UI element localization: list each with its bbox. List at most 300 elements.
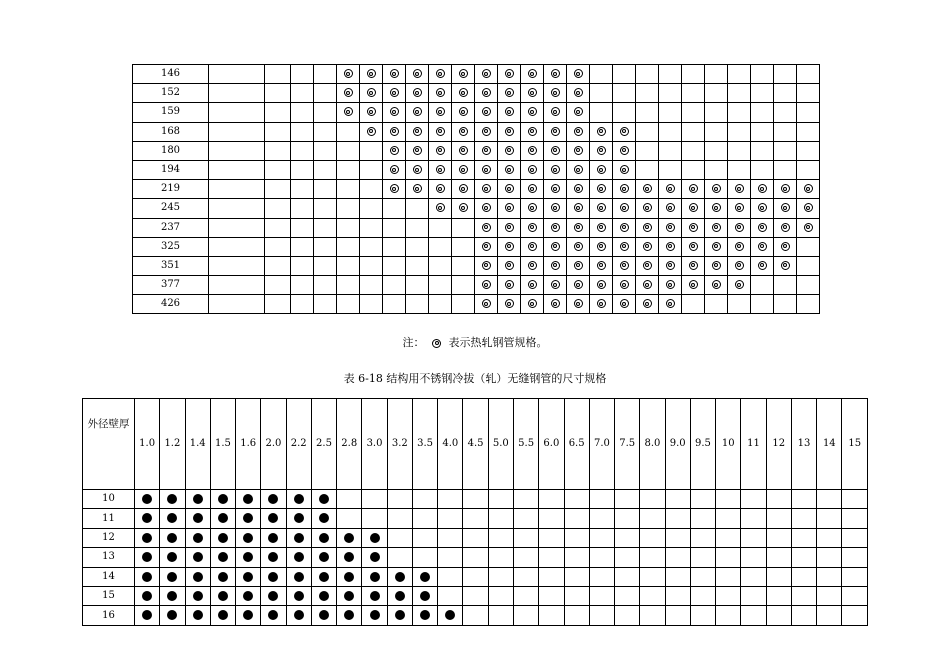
spec-cell — [797, 65, 820, 84]
double-circle-icon — [344, 69, 353, 78]
spec-cell — [774, 103, 797, 122]
spec-cell — [452, 295, 475, 314]
spec-cell — [539, 606, 564, 625]
blank-cell — [209, 160, 265, 179]
spec-cell — [429, 256, 452, 275]
spec-cell — [567, 180, 590, 199]
table-row — [133, 141, 820, 160]
spec-cell — [406, 103, 429, 122]
spec-cell — [590, 237, 613, 256]
spec-cell — [261, 509, 286, 528]
double-circle-icon — [735, 280, 744, 289]
spec-cell — [337, 548, 362, 567]
spec-cell — [682, 160, 705, 179]
filled-circle-icon — [294, 494, 304, 504]
spec-cell — [613, 237, 636, 256]
double-circle-icon — [413, 127, 422, 136]
double-circle-icon — [597, 203, 606, 212]
spec-cell — [791, 509, 816, 528]
wall-thickness-header: 11 — [741, 399, 766, 490]
spec-cell — [452, 65, 475, 84]
spec-cell — [236, 528, 261, 547]
spec-cell — [682, 84, 705, 103]
filled-circle-icon — [243, 610, 253, 620]
double-circle-icon — [666, 299, 675, 308]
blank-cell — [209, 295, 265, 314]
double-circle-icon — [413, 88, 422, 97]
double-circle-icon — [597, 261, 606, 270]
table-row — [133, 103, 820, 122]
spec-cell — [842, 586, 868, 605]
spec-cell — [590, 65, 613, 84]
double-circle-icon — [482, 242, 491, 251]
table-row — [133, 160, 820, 179]
filled-circle-icon — [167, 513, 177, 523]
spec-cell — [682, 65, 705, 84]
double-circle-icon — [712, 223, 721, 232]
spec-cell — [817, 548, 842, 567]
spec-cell — [791, 586, 816, 605]
double-circle-icon — [436, 165, 445, 174]
spec-cell — [406, 122, 429, 141]
spec-cell — [797, 122, 820, 141]
spec-cell — [337, 103, 360, 122]
spec-cell — [387, 528, 412, 547]
double-circle-icon — [482, 299, 491, 308]
spec-cell — [539, 490, 564, 509]
filled-circle-icon — [319, 610, 329, 620]
spec-cell — [261, 606, 286, 625]
spec-cell — [659, 65, 682, 84]
spec-cell — [498, 180, 521, 199]
spec-cell — [659, 237, 682, 256]
filled-circle-icon — [268, 494, 278, 504]
spec-cell — [362, 528, 387, 547]
spec-cell — [185, 567, 210, 586]
double-circle-icon — [505, 127, 514, 136]
spec-cell — [185, 509, 210, 528]
spec-cell — [797, 218, 820, 237]
spec-cell — [766, 509, 791, 528]
spec-cell — [751, 141, 774, 160]
double-circle-icon — [781, 203, 790, 212]
spec-cell — [475, 276, 498, 295]
spec-cell — [337, 490, 362, 509]
double-circle-icon — [597, 165, 606, 174]
spec-cell — [438, 528, 463, 547]
spec-cell — [716, 567, 741, 586]
spec-cell — [337, 237, 360, 256]
spec-cell — [383, 84, 406, 103]
spec-cell — [636, 180, 659, 199]
filled-circle-icon — [319, 513, 329, 523]
spec-cell — [160, 490, 185, 509]
double-circle-icon — [551, 280, 560, 289]
filled-circle-icon — [142, 572, 152, 582]
spec-cell — [286, 606, 311, 625]
double-circle-icon — [505, 280, 514, 289]
spec-cell — [463, 490, 488, 509]
double-circle-icon — [459, 127, 468, 136]
spec-cell — [590, 180, 613, 199]
spec-cell — [774, 141, 797, 160]
double-circle-icon — [459, 88, 468, 97]
spec-cell — [452, 84, 475, 103]
spec-cell — [265, 141, 291, 160]
spec-cell — [797, 84, 820, 103]
spec-cell — [741, 586, 766, 605]
double-circle-icon — [574, 203, 583, 212]
spec-cell — [640, 567, 665, 586]
filled-circle-icon — [142, 591, 152, 601]
spec-cell — [774, 237, 797, 256]
spec-cell — [842, 490, 868, 509]
wall-thickness-header: 5.5 — [513, 399, 538, 490]
filled-circle-icon — [370, 533, 380, 543]
double-circle-icon — [432, 339, 441, 348]
spec-cell — [682, 295, 705, 314]
spec-cell — [774, 295, 797, 314]
spec-cell — [488, 567, 513, 586]
spec-cell — [567, 160, 590, 179]
double-circle-icon — [551, 242, 560, 251]
spec-cell — [498, 141, 521, 160]
double-circle-icon — [436, 184, 445, 193]
wall-thickness-header: 2.5 — [311, 399, 336, 490]
spec-cell — [567, 103, 590, 122]
spec-cell — [438, 567, 463, 586]
double-circle-icon — [482, 69, 491, 78]
spec-cell — [728, 256, 751, 275]
spec-cell — [314, 276, 337, 295]
spec-cell — [659, 141, 682, 160]
spec-cell — [498, 122, 521, 141]
spec-cell — [452, 276, 475, 295]
double-circle-icon — [459, 203, 468, 212]
double-circle-icon — [413, 146, 422, 155]
spec-cell — [475, 65, 498, 84]
double-circle-icon — [689, 261, 698, 270]
double-circle-icon — [551, 127, 560, 136]
filled-circle-icon — [243, 513, 253, 523]
spec-cell — [636, 295, 659, 314]
spec-cell — [842, 548, 868, 567]
filled-circle-icon — [142, 513, 152, 523]
spec-cell — [539, 586, 564, 605]
spec-cell — [615, 548, 640, 567]
spec-cell — [498, 256, 521, 275]
double-circle-icon — [666, 184, 675, 193]
spec-cell — [286, 490, 311, 509]
double-circle-icon — [505, 69, 514, 78]
spec-cell — [690, 490, 715, 509]
spec-cell — [236, 606, 261, 625]
spec-cell — [429, 160, 452, 179]
spec-cell — [589, 509, 614, 528]
spec-cell — [412, 606, 437, 625]
double-circle-icon — [482, 165, 491, 174]
filled-circle-icon — [344, 591, 354, 601]
spec-cell — [567, 84, 590, 103]
spec-cell — [360, 103, 383, 122]
spec-cell — [751, 180, 774, 199]
double-circle-icon — [735, 203, 744, 212]
blank-cell — [209, 103, 265, 122]
spec-cell — [498, 295, 521, 314]
outer-diameter-cell: 377 — [133, 276, 209, 295]
spec-cell — [429, 199, 452, 218]
spec-cell — [362, 490, 387, 509]
spec-cell — [741, 490, 766, 509]
spec-cell — [521, 141, 544, 160]
wall-thickness-header: 2.2 — [286, 399, 311, 490]
blank-cell — [209, 218, 265, 237]
filled-circle-icon — [319, 552, 329, 562]
spec-cell — [716, 509, 741, 528]
spec-cell — [539, 567, 564, 586]
double-circle-icon — [482, 261, 491, 270]
spec-cell — [311, 528, 336, 547]
spec-cell — [406, 276, 429, 295]
spec-cell — [728, 84, 751, 103]
spec-cell — [429, 141, 452, 160]
filled-circle-icon — [243, 533, 253, 543]
spec-cell — [383, 199, 406, 218]
spec-cell — [210, 586, 235, 605]
double-circle-icon — [390, 146, 399, 155]
spec-cell — [636, 256, 659, 275]
hot-rolled-spec-table — [132, 64, 820, 314]
spec-cell — [265, 65, 291, 84]
spec-cell — [513, 490, 538, 509]
double-circle-icon — [758, 184, 767, 193]
spec-cell — [659, 295, 682, 314]
double-circle-icon — [344, 107, 353, 116]
table-caption: 表 6-18 结构用不锈钢冷拔（轧）无缝钢管的尺寸规格 — [343, 372, 607, 385]
spec-cell — [636, 199, 659, 218]
spec-cell — [539, 528, 564, 547]
filled-circle-icon — [193, 494, 203, 504]
double-circle-icon — [666, 223, 675, 232]
spec-cell — [521, 180, 544, 199]
spec-cell — [387, 490, 412, 509]
spec-cell — [265, 218, 291, 237]
wall-thickness-header: 2.0 — [261, 399, 286, 490]
filled-circle-icon — [218, 552, 228, 562]
spec-cell — [564, 509, 589, 528]
double-circle-icon — [436, 127, 445, 136]
spec-cell — [383, 180, 406, 199]
spec-cell — [475, 199, 498, 218]
spec-cell — [360, 160, 383, 179]
spec-cell — [286, 567, 311, 586]
filled-circle-icon — [420, 591, 430, 601]
spec-cell — [842, 528, 868, 547]
filled-circle-icon — [243, 552, 253, 562]
spec-cell — [475, 160, 498, 179]
spec-cell — [291, 103, 314, 122]
spec-cell — [475, 237, 498, 256]
spec-cell — [185, 528, 210, 547]
spec-cell — [362, 548, 387, 567]
spec-cell — [360, 199, 383, 218]
double-circle-icon — [505, 146, 514, 155]
spec-cell — [291, 65, 314, 84]
double-circle-icon — [781, 184, 790, 193]
double-circle-icon — [505, 88, 514, 97]
outer-diameter-cell: 10 — [83, 490, 135, 509]
spec-cell — [774, 276, 797, 295]
spec-cell — [498, 199, 521, 218]
spec-cell — [751, 256, 774, 275]
spec-cell — [613, 256, 636, 275]
spec-cell — [705, 160, 728, 179]
wall-thickness-header: 1.0 — [135, 399, 160, 490]
spec-cell — [682, 141, 705, 160]
spec-cell — [360, 218, 383, 237]
spec-cell — [705, 122, 728, 141]
spec-cell — [135, 567, 160, 586]
spec-cell — [564, 548, 589, 567]
spec-cell — [615, 567, 640, 586]
spec-cell — [567, 199, 590, 218]
spec-cell — [521, 237, 544, 256]
spec-cell — [682, 256, 705, 275]
spec-cell — [544, 65, 567, 84]
spec-cell — [751, 276, 774, 295]
double-circle-icon — [436, 146, 445, 155]
table-row — [83, 606, 868, 625]
spec-cell — [488, 509, 513, 528]
spec-cell — [412, 509, 437, 528]
spec-cell — [521, 218, 544, 237]
spec-cell — [636, 276, 659, 295]
spec-cell — [751, 103, 774, 122]
double-circle-icon — [758, 223, 767, 232]
spec-cell — [236, 548, 261, 567]
spec-cell — [640, 490, 665, 509]
double-circle-icon — [666, 242, 675, 251]
double-circle-icon — [781, 261, 790, 270]
spec-cell — [640, 586, 665, 605]
spec-cell — [682, 218, 705, 237]
spec-cell — [705, 256, 728, 275]
spec-cell — [716, 490, 741, 509]
spec-cell — [286, 509, 311, 528]
spec-cell — [291, 199, 314, 218]
spec-cell — [682, 180, 705, 199]
spec-cell — [659, 180, 682, 199]
spec-cell — [383, 237, 406, 256]
spec-cell — [210, 528, 235, 547]
spec-cell — [728, 276, 751, 295]
spec-cell — [429, 295, 452, 314]
spec-cell — [613, 103, 636, 122]
double-circle-icon — [735, 223, 744, 232]
spec-cell — [314, 237, 337, 256]
outer-diameter-cell: 14 — [83, 567, 135, 586]
spec-cell — [160, 528, 185, 547]
spec-cell — [488, 606, 513, 625]
spec-cell — [291, 256, 314, 275]
spec-cell — [774, 199, 797, 218]
spec-cell — [452, 103, 475, 122]
spec-cell — [383, 141, 406, 160]
double-circle-icon — [574, 107, 583, 116]
double-circle-icon — [597, 280, 606, 289]
spec-cell — [613, 65, 636, 84]
wall-thickness-header: 1.5 — [210, 399, 235, 490]
double-circle-icon — [551, 69, 560, 78]
spec-cell — [135, 509, 160, 528]
filled-circle-icon — [218, 494, 228, 504]
double-circle-icon — [528, 242, 537, 251]
spec-cell — [314, 256, 337, 275]
spec-cell — [360, 256, 383, 275]
spec-cell — [406, 141, 429, 160]
double-circle-icon — [505, 165, 514, 174]
spec-cell — [286, 586, 311, 605]
double-circle-icon — [551, 203, 560, 212]
spec-cell — [659, 276, 682, 295]
double-circle-icon — [620, 165, 629, 174]
spec-cell — [438, 586, 463, 605]
spec-cell — [406, 256, 429, 275]
table-row — [133, 199, 820, 218]
spec-cell — [265, 295, 291, 314]
spec-cell — [135, 606, 160, 625]
filled-circle-icon — [218, 513, 228, 523]
wall-thickness-header: 6.0 — [539, 399, 564, 490]
spec-cell — [791, 548, 816, 567]
spec-cell — [682, 237, 705, 256]
spec-cell — [766, 606, 791, 625]
spec-cell — [615, 509, 640, 528]
spec-cell — [751, 122, 774, 141]
spec-cell — [429, 122, 452, 141]
double-circle-icon — [620, 280, 629, 289]
spec-cell — [383, 103, 406, 122]
spec-cell — [690, 586, 715, 605]
stainless-cold-drawn-spec-table — [82, 398, 868, 626]
spec-cell — [774, 84, 797, 103]
spec-cell — [488, 528, 513, 547]
spec-cell — [751, 65, 774, 84]
spec-cell — [705, 84, 728, 103]
spec-cell — [311, 606, 336, 625]
outer-diameter-cell: 219 — [133, 180, 209, 199]
double-circle-icon — [620, 242, 629, 251]
spec-cell — [705, 199, 728, 218]
double-circle-icon — [459, 107, 468, 116]
filled-circle-icon — [395, 610, 405, 620]
wall-thickness-header: 1.2 — [160, 399, 185, 490]
filled-circle-icon — [268, 513, 278, 523]
spec-cell — [690, 528, 715, 547]
filled-circle-icon — [243, 591, 253, 601]
double-circle-icon — [551, 146, 560, 155]
wall-thickness-header: 1.4 — [185, 399, 210, 490]
double-circle-icon — [459, 184, 468, 193]
spec-cell — [817, 586, 842, 605]
spec-cell — [705, 237, 728, 256]
spec-cell — [438, 548, 463, 567]
double-circle-icon — [574, 165, 583, 174]
wall-thickness-header: 6.5 — [564, 399, 589, 490]
double-circle-icon — [597, 127, 606, 136]
spec-cell — [210, 567, 235, 586]
outer-diameter-cell: 11 — [83, 509, 135, 528]
